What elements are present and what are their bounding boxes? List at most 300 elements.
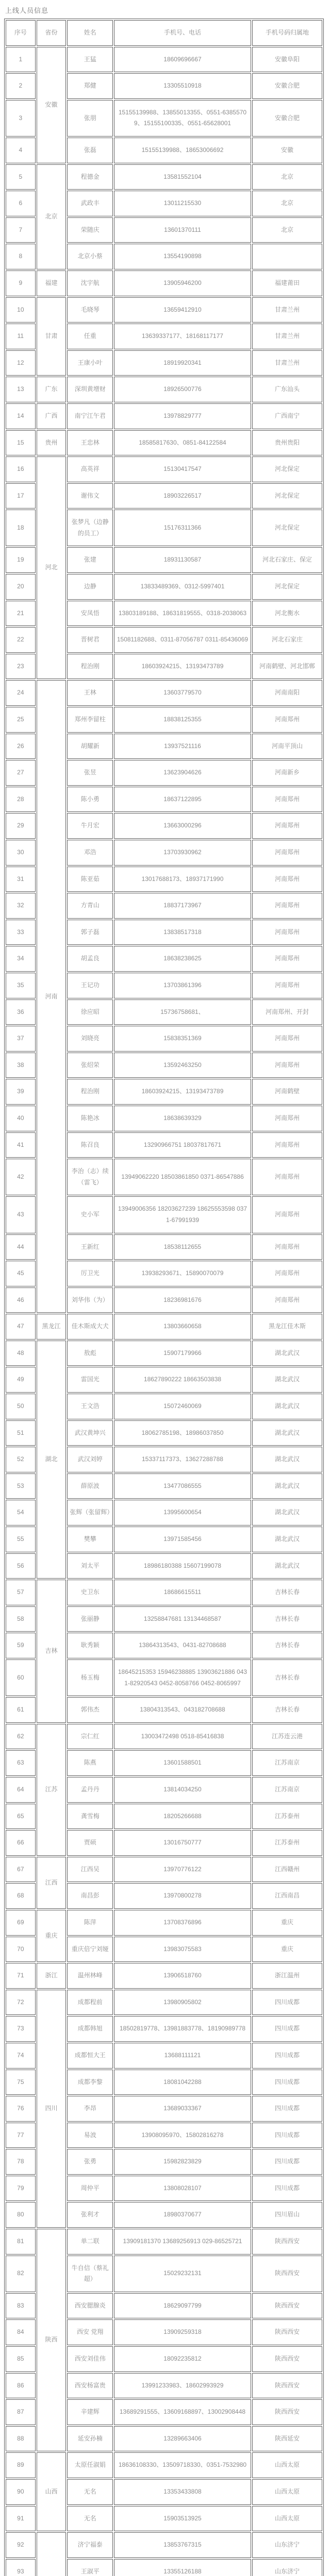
name-cell: 佳木斯成大犬: [67, 1314, 113, 1340]
seq-cell: 93: [6, 2559, 36, 2576]
province-cell: 广东: [37, 377, 67, 402]
name-cell: 程治刚: [67, 654, 113, 680]
name-cell: 单二联: [67, 2229, 113, 2255]
seq-cell: 23: [6, 654, 36, 680]
seq-cell: 74: [6, 2043, 36, 2069]
location-cell: 陕西延安: [252, 2426, 322, 2452]
name-cell: 宗仁红: [67, 1724, 113, 1750]
phone-cell: 18636108330、13509718330、0351-7532980: [114, 2452, 251, 2478]
seq-cell: 79: [6, 2176, 36, 2201]
phone-cell: 18603924215、13193473789: [114, 654, 251, 680]
location-cell: 重庆: [252, 1937, 322, 1962]
phone-cell: 13601588501: [114, 1750, 251, 1776]
location-cell: 河南郑州: [252, 1234, 322, 1260]
location-cell: 四川成都: [252, 2123, 322, 2148]
seq-cell: 36: [6, 999, 36, 1025]
seq-cell: 28: [6, 787, 36, 812]
phone-cell: 18629097799: [114, 2293, 251, 2319]
phone-cell: 15072460069: [114, 1394, 251, 1419]
name-cell: 陈萍: [67, 1910, 113, 1936]
location-cell: 北京: [252, 164, 322, 190]
header-row: [6, 20, 322, 46]
name-cell: 方青山: [67, 893, 113, 919]
name-cell: 王新红: [67, 1234, 113, 1260]
seq-cell: 50: [6, 1394, 36, 1419]
phone-cell: 18638238625: [114, 946, 251, 972]
location-cell: 河南郑州: [252, 973, 322, 998]
phone-cell: 18637122895: [114, 787, 251, 812]
location-cell: 贵州贵阳: [252, 430, 322, 456]
seq-cell: 91: [6, 2506, 36, 2532]
name-cell: 太原任淑娟: [67, 2452, 113, 2478]
province-cell: [37, 2532, 67, 2576]
phone-cell: 18603924215、13193473789: [114, 1079, 251, 1105]
seq-cell: 86: [6, 2373, 36, 2399]
header-cell-0: 序号: [6, 20, 36, 46]
seq-cell: 85: [6, 2346, 36, 2372]
phone-cell: 18645215353 15946238885 13903621886 0431-82920543 0452-8058766 0452-8065997: [114, 1659, 251, 1696]
province-cell: 陕西: [37, 2229, 67, 2451]
location-cell: 河南郑州: [252, 1026, 322, 1052]
phone-cell: 15838351369: [114, 1026, 251, 1052]
seq-cell: 48: [6, 1341, 36, 1366]
table-row: [6, 2452, 322, 2478]
location-cell: 吉林长春: [252, 1633, 322, 1658]
phone-cell: 15903513925: [114, 2506, 251, 2532]
phone-cell: 13838517318: [114, 920, 251, 945]
location-cell: 安徽合肥: [252, 73, 322, 99]
table-row: [6, 1963, 322, 1989]
name-cell: 王淑平: [67, 2559, 113, 2576]
location-cell: 河南鹤壁、河北邯郸: [252, 654, 322, 680]
phone-cell: 13970800278: [114, 1883, 251, 1909]
name-cell: 成都程前: [67, 1990, 113, 2015]
phone-cell: 18062785198、18986037850: [114, 1420, 251, 1446]
table-row: [6, 2229, 322, 2255]
location-cell: 河南郑州: [252, 1159, 322, 1195]
phone-cell: 13017688173、18937171990: [114, 867, 251, 892]
seq-cell: 19: [6, 547, 36, 573]
name-cell: 程德金: [67, 164, 113, 190]
name-cell: 西安 党翔: [67, 2319, 113, 2345]
seq-cell: 24: [6, 680, 36, 706]
name-cell: 毛晓琴: [67, 297, 113, 323]
phone-cell: 13011215530: [114, 191, 251, 216]
location-cell: [252, 244, 322, 269]
table-row: [6, 430, 322, 456]
location-cell: 湖北武汉: [252, 1420, 322, 1446]
name-cell: 耿秀颖: [67, 1633, 113, 1658]
name-cell: 史卫东: [67, 1580, 113, 1605]
seq-cell: 1: [6, 47, 36, 73]
location-cell: 河南郑州: [252, 867, 322, 892]
name-cell: 南昌彭: [67, 1883, 113, 1909]
phone-cell: 18926500776: [114, 377, 251, 402]
seq-cell: 32: [6, 893, 36, 919]
province-cell: 湖北: [37, 1341, 67, 1579]
location-cell: 陕西西安: [252, 2373, 322, 2399]
location-cell: 河北石家庄、保定: [252, 547, 322, 573]
seq-cell: 70: [6, 1937, 36, 1962]
table-row: [6, 1580, 322, 1605]
phone-cell: 18585817630、0851-84122584: [114, 430, 251, 456]
location-cell: 陕西西安: [252, 2346, 322, 2372]
name-cell: 王林: [67, 680, 113, 706]
phone-cell: 18609696667: [114, 47, 251, 73]
phone-cell: 13909259318: [114, 2319, 251, 2345]
phone-cell: 18686615511: [114, 1580, 251, 1605]
phone-cell: 18980370677: [114, 2202, 251, 2228]
location-cell: 河北保定: [252, 574, 322, 600]
name-cell: 西安腮腺炎: [67, 2293, 113, 2319]
location-cell: 江苏泰州: [252, 1804, 322, 1829]
name-cell: 陈燕: [67, 1750, 113, 1776]
location-cell: 四川成都: [252, 2070, 322, 2095]
name-cell: 辛建辉: [67, 2399, 113, 2425]
province-cell: 甘肃: [37, 297, 67, 376]
name-cell: 沈宇航: [67, 270, 113, 296]
phone-cell: 13689291555、13609168897、13002908448: [114, 2399, 251, 2425]
phone-cell: 13601370111: [114, 217, 251, 243]
location-cell: 江西南昌: [252, 1883, 322, 1909]
seq-cell: 62: [6, 1724, 36, 1750]
location-cell: 湖北武汉: [252, 1367, 322, 1393]
location-cell: 北京: [252, 191, 322, 216]
location-cell: 河南郑州: [252, 707, 322, 733]
seq-cell: 33: [6, 920, 36, 945]
seq-cell: 76: [6, 2096, 36, 2122]
name-cell: 任重: [67, 324, 113, 349]
location-cell: 江苏泰州: [252, 1830, 322, 1856]
location-cell: 山西太原: [252, 2479, 322, 2505]
location-cell: 陕西西安: [252, 2256, 322, 2292]
phone-cell: 13938293671、15890070079: [114, 1261, 251, 1286]
seq-cell: 64: [6, 1777, 36, 1803]
name-cell: 刘华伟（为）: [67, 1287, 113, 1313]
location-cell: 四川成都: [252, 2016, 322, 2042]
phone-cell: 13581552104: [114, 164, 251, 190]
name-cell: 武汉刘婷: [67, 1447, 113, 1472]
name-cell: 陈召良: [67, 1132, 113, 1158]
seq-cell: 45: [6, 1261, 36, 1286]
location-cell: 河南郑州: [252, 813, 322, 839]
name-cell: 西安杨富贵: [67, 2373, 113, 2399]
location-cell: 河南郑州: [252, 1261, 322, 1286]
location-cell: 湖北武汉: [252, 1500, 322, 1526]
seq-cell: 41: [6, 1132, 36, 1158]
seq-cell: 13: [6, 377, 36, 402]
location-cell: 广西南宁: [252, 403, 322, 429]
location-cell: 河南郑州、开封: [252, 999, 322, 1025]
seq-cell: 51: [6, 1420, 36, 1446]
name-cell: 张磊: [67, 138, 113, 163]
location-cell: 湖北武汉: [252, 1394, 322, 1419]
phone-cell: 13833489369、0312-5997401: [114, 574, 251, 600]
table-row: [6, 680, 322, 706]
location-cell: 甘肃兰州: [252, 297, 322, 323]
table-row: [6, 1341, 322, 1366]
phone-cell: 18638639329: [114, 1106, 251, 1131]
name-cell: 王猛: [67, 47, 113, 73]
seq-cell: 40: [6, 1106, 36, 1131]
name-cell: 张绍荣: [67, 1053, 113, 1078]
location-cell: 山西太原: [252, 2452, 322, 2478]
province-cell: 江西: [37, 1857, 67, 1909]
phone-cell: 15337117373、13627288788: [114, 1447, 251, 1472]
name-cell: 牛自信（蔡礼超）: [67, 2256, 113, 2292]
table-row: [6, 270, 322, 296]
phone-cell: 13258847681 13134468587: [114, 1606, 251, 1632]
phone-cell: 13803189188、18631819555、0318-2038063: [114, 601, 251, 626]
name-cell: 王文浩: [67, 1394, 113, 1419]
seq-cell: 18: [6, 510, 36, 546]
seq-cell: 63: [6, 1750, 36, 1776]
phone-cell: 13623904626: [114, 760, 251, 786]
seq-cell: 25: [6, 707, 36, 733]
phone-cell: 15982823829: [114, 2149, 251, 2175]
seq-cell: 16: [6, 456, 36, 482]
table-row: [6, 1910, 322, 1936]
table-row: [6, 1724, 322, 1750]
seq-cell: 37: [6, 1026, 36, 1052]
phone-cell: 13808028107: [114, 2176, 251, 2201]
name-cell: 王康小叶: [67, 350, 113, 376]
seq-cell: 39: [6, 1079, 36, 1105]
seq-cell: 81: [6, 2229, 36, 2255]
seq-cell: 9: [6, 270, 36, 296]
name-cell: 胡孟良: [67, 946, 113, 972]
location-cell: 山西太原: [252, 2506, 322, 2532]
location-cell: 陕西西安: [252, 2229, 322, 2255]
seq-cell: 7: [6, 217, 36, 243]
name-cell: 雷国光: [67, 1367, 113, 1393]
header-cell-1: 省份: [37, 20, 67, 46]
name-cell: 王记功: [67, 973, 113, 998]
province-cell: 四川: [37, 1990, 67, 2228]
location-cell: 河南郑州: [252, 1287, 322, 1313]
name-cell: 江西吴: [67, 1857, 113, 1883]
phone-cell: 13853767315: [114, 2532, 251, 2558]
location-cell: 河北保定: [252, 456, 322, 482]
phone-cell: 13991233983、18602993929: [114, 2373, 251, 2399]
seq-cell: 67: [6, 1857, 36, 1883]
seq-cell: 42: [6, 1159, 36, 1195]
name-cell: 张昱: [67, 760, 113, 786]
name-cell: 周仲平: [67, 2176, 113, 2201]
seq-cell: 20: [6, 574, 36, 600]
phone-cell: 15155139988、13855013355、0551-63855709、15155100335、0551-65628001: [114, 100, 251, 137]
table-row: [6, 47, 322, 73]
seq-cell: 57: [6, 1580, 36, 1605]
name-cell: 无名: [67, 2506, 113, 2532]
province-cell: 福建: [37, 270, 67, 296]
table-row: [6, 297, 322, 323]
province-cell: 重庆: [37, 1910, 67, 1962]
location-cell: 甘肃兰州: [252, 324, 322, 349]
name-cell: 樊攀: [67, 1527, 113, 1552]
location-cell: 吉林长春: [252, 1606, 322, 1632]
location-cell: 河北保定: [252, 510, 322, 546]
location-cell: 江苏南京: [252, 1777, 322, 1803]
phone-cell: 13003472498 0518-85416838: [114, 1724, 251, 1750]
name-cell: 史小军: [67, 1196, 113, 1233]
seq-cell: 80: [6, 2202, 36, 2228]
location-cell: 湖北武汉: [252, 1527, 322, 1552]
name-cell: 邓浩: [67, 840, 113, 866]
page-title: 上线人员信息: [5, 7, 49, 14]
phone-cell: 13949006356 18203627239 18625553598 0371-67991939: [114, 1196, 251, 1233]
location-cell: 江西赣州: [252, 1857, 322, 1883]
name-cell: 龚雪梅: [67, 1804, 113, 1829]
phone-cell: 13804313543、043182708688: [114, 1697, 251, 1723]
name-cell: 张梦凡（边静的员工）: [67, 510, 113, 546]
name-cell: 成都李黎: [67, 2070, 113, 2095]
seq-cell: 30: [6, 840, 36, 866]
phone-cell: 15176311366: [114, 510, 251, 546]
location-cell: 河南郑州: [252, 946, 322, 972]
name-cell: 深圳黄增财: [67, 377, 113, 402]
phone-cell: 18205266688: [114, 1804, 251, 1829]
seq-cell: 49: [6, 1367, 36, 1393]
location-cell: 河南鹤壁: [252, 1079, 322, 1105]
seq-cell: 84: [6, 2319, 36, 2345]
location-cell: 四川成都: [252, 2176, 322, 2201]
name-cell: 张丽静: [67, 1606, 113, 1632]
phone-cell: 13290966751 18037817671: [114, 1132, 251, 1158]
name-cell: 成都恒大王: [67, 2043, 113, 2069]
location-cell: 安徽合肥: [252, 100, 322, 137]
phone-cell: 13305510918: [114, 73, 251, 99]
phone-cell: 13937521116: [114, 734, 251, 759]
name-cell: 程治刚: [67, 1079, 113, 1105]
location-cell: 河南郑州: [252, 1053, 322, 1078]
phone-cell: 18903226517: [114, 483, 251, 509]
seq-cell: 83: [6, 2293, 36, 2319]
province-cell: 广西: [37, 403, 67, 429]
seq-cell: 54: [6, 1500, 36, 1526]
name-cell: 郑州李留柱: [67, 707, 113, 733]
phone-cell: 18538112655: [114, 1234, 251, 1260]
location-cell: 陕西西安: [252, 2319, 322, 2345]
seq-cell: 2: [6, 73, 36, 99]
name-cell: 陈艳冰: [67, 1106, 113, 1131]
seq-cell: 6: [6, 191, 36, 216]
location-cell: 河南郑州: [252, 1196, 322, 1233]
seq-cell: 10: [6, 297, 36, 323]
location-cell: 湖北武汉: [252, 1447, 322, 1472]
phone-cell: 13592463250: [114, 1053, 251, 1078]
seq-cell: 3: [6, 100, 36, 137]
personnel-table: [4, 19, 324, 2576]
location-cell: 安徽阜阳: [252, 47, 322, 73]
name-cell: 高英祥: [67, 456, 113, 482]
location-cell: 四川成都: [252, 1990, 322, 2015]
location-cell: 河北衡水: [252, 601, 322, 626]
phone-cell: 13906518760: [114, 1963, 251, 1989]
province-cell: 吉林: [37, 1580, 67, 1723]
seq-cell: 8: [6, 244, 36, 269]
phone-cell: 13949062220 18503861850 0371-86547886: [114, 1159, 251, 1195]
phone-cell: 13970776122: [114, 1857, 251, 1883]
phone-cell: 18081042288: [114, 2070, 251, 2095]
table-body: [6, 47, 322, 2576]
location-cell: 河南郑州: [252, 1132, 322, 1158]
phone-cell: 18092235812: [114, 2346, 251, 2372]
phone-cell: 13639337177、18168117177: [114, 324, 251, 349]
phone-cell: 15081182688、0311-87056787 0311-85436069: [114, 627, 251, 653]
name-cell: 张建: [67, 547, 113, 573]
name-cell: 成都韩旭: [67, 2016, 113, 2042]
phone-cell: 13978829777: [114, 403, 251, 429]
province-cell: 黑龙江: [37, 1314, 67, 1340]
phone-cell: 13477086555: [114, 1473, 251, 1499]
seq-cell: 15: [6, 430, 36, 456]
seq-cell: 65: [6, 1804, 36, 1829]
table-header: [6, 20, 322, 46]
seq-cell: 34: [6, 946, 36, 972]
seq-cell: 31: [6, 867, 36, 892]
province-cell: 江苏: [37, 1724, 67, 1856]
province-cell: 浙江: [37, 1963, 67, 1989]
name-cell: 武汉黄坤兴: [67, 1420, 113, 1446]
seq-cell: 43: [6, 1196, 36, 1233]
phone-cell: 18837173967: [114, 893, 251, 919]
location-cell: 黑龙江佳木斯: [252, 1314, 322, 1340]
phone-cell: 18627890222 18663503838: [114, 1367, 251, 1393]
seq-cell: 53: [6, 1473, 36, 1499]
seq-cell: 17: [6, 483, 36, 509]
header-cell-2: 姓名: [67, 20, 113, 46]
location-cell: 吉林长春: [252, 1580, 322, 1605]
location-cell: 湖北武汉: [252, 1341, 322, 1366]
table-row: [6, 403, 322, 429]
phone-cell: 13703930962: [114, 840, 251, 866]
phone-cell: 15907179966: [114, 1341, 251, 1366]
seq-cell: 68: [6, 1883, 36, 1909]
location-cell: 河南郑州: [252, 1106, 322, 1131]
location-cell: 河南南阳: [252, 680, 322, 706]
table-row: [6, 2532, 322, 2558]
name-cell: 张朋: [67, 100, 113, 137]
phone-cell: 13688111121: [114, 2043, 251, 2069]
phone-cell: 13803660658: [114, 1314, 251, 1340]
phone-cell: 15130417547: [114, 456, 251, 482]
table-row: [6, 1314, 322, 1340]
name-cell: 无名: [67, 2479, 113, 2505]
seq-cell: 82: [6, 2256, 36, 2292]
seq-cell: 21: [6, 601, 36, 626]
location-cell: 河南新乡: [252, 760, 322, 786]
location-cell: 山东济宁: [252, 2532, 322, 2558]
phone-cell: 13971585456: [114, 1527, 251, 1552]
name-cell: 易波: [67, 2123, 113, 2148]
location-cell: 四川成都: [252, 2043, 322, 2069]
seq-cell: 59: [6, 1633, 36, 1658]
seq-cell: 56: [6, 1553, 36, 1579]
location-cell: 江苏南京: [252, 1750, 322, 1776]
phone-cell: 13355126188: [114, 2559, 251, 2576]
location-cell: 浙江温州: [252, 1963, 322, 1989]
name-cell: 陈小勇: [67, 787, 113, 812]
seq-cell: 78: [6, 2149, 36, 2175]
seq-cell: 4: [6, 138, 36, 163]
phone-cell: 18931130587: [114, 547, 251, 573]
phone-cell: 13016750777: [114, 1830, 251, 1856]
name-cell: 延安孙楠: [67, 2426, 113, 2452]
name-cell: 济宁福泰: [67, 2532, 113, 2558]
phone-cell: 15155139988、18653006692: [114, 138, 251, 163]
location-cell: 四川成都: [252, 2096, 322, 2122]
